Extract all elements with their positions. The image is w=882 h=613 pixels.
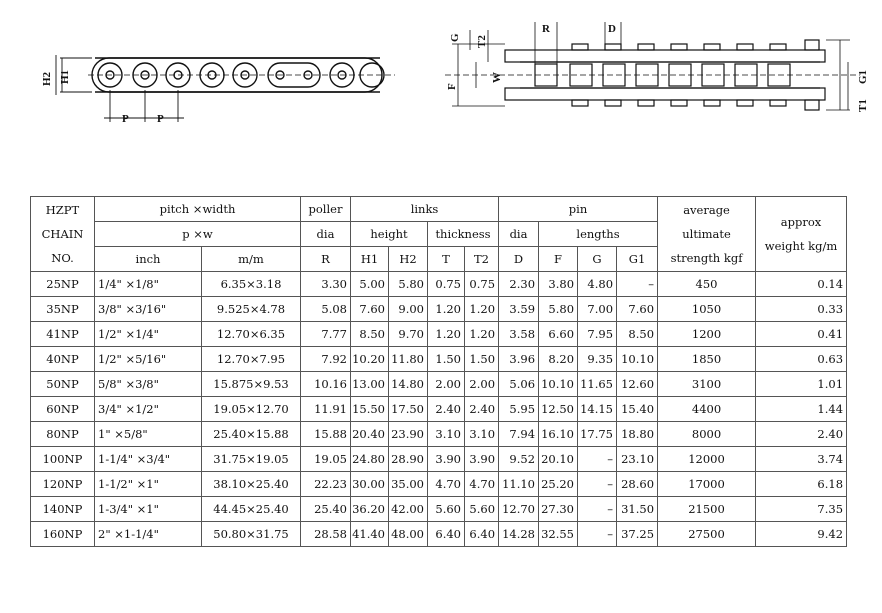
cell-h1: 5.00 bbox=[351, 272, 389, 297]
label-h2: H2 bbox=[41, 71, 53, 86]
cell-pin-g1: 8.50 bbox=[617, 322, 658, 347]
cell-strength: 27500 bbox=[658, 522, 756, 547]
cell-pin-f: 8.20 bbox=[539, 347, 578, 372]
cell-h1: 7.60 bbox=[351, 297, 389, 322]
cell-t: 6.40 bbox=[428, 522, 465, 547]
header-links: links bbox=[351, 197, 499, 222]
header-h2: H2 bbox=[389, 247, 428, 272]
cell-pin-d: 3.58 bbox=[499, 322, 539, 347]
cell-pin-g: – bbox=[578, 447, 617, 472]
cell-pin-f: 10.10 bbox=[539, 372, 578, 397]
cell-inch: 1-3/4" ×1" bbox=[95, 497, 202, 522]
cell-inch: 3/4" ×1/2" bbox=[95, 397, 202, 422]
cell-h2: 9.70 bbox=[389, 322, 428, 347]
cell-weight: 3.74 bbox=[756, 447, 847, 472]
label-g: G bbox=[449, 33, 461, 42]
cell-pin-g1: 7.60 bbox=[617, 297, 658, 322]
cell-roller-r: 28.58 bbox=[301, 522, 351, 547]
cell-pin-d: 3.59 bbox=[499, 297, 539, 322]
cell-pin-g: – bbox=[578, 497, 617, 522]
label-t1: T1 bbox=[857, 99, 869, 112]
table-row bbox=[31, 472, 847, 497]
cell-strength: 1850 bbox=[658, 347, 756, 372]
cell-roller-r: 19.05 bbox=[301, 447, 351, 472]
header-pitch-width: pitch ×width bbox=[95, 197, 301, 222]
cell-t2: 3.10 bbox=[465, 422, 499, 447]
header-poller: poller bbox=[301, 197, 351, 222]
cell-weight: 0.41 bbox=[756, 322, 847, 347]
cell-inch: 1/4" ×1/8" bbox=[95, 272, 202, 297]
header-thickness: thickness bbox=[428, 222, 499, 247]
cell-pin-g: 4.80 bbox=[578, 272, 617, 297]
label-p-1: P bbox=[122, 113, 129, 125]
cell-inch: 1/2" ×5/16" bbox=[95, 347, 202, 372]
header-roller-dia: dia bbox=[301, 222, 351, 247]
table-row bbox=[31, 497, 847, 522]
cell-mm: 12.70×7.95 bbox=[202, 347, 301, 372]
cell-t: 2.40 bbox=[428, 397, 465, 422]
cell-mm: 31.75×19.05 bbox=[202, 447, 301, 472]
header-inch: inch bbox=[95, 247, 202, 272]
chain-drawings bbox=[0, 0, 882, 190]
cell-t: 3.90 bbox=[428, 447, 465, 472]
cell-pin-g1: 31.50 bbox=[617, 497, 658, 522]
cell-inch: 3/8" ×3/16" bbox=[95, 297, 202, 322]
cell-pin-f: 12.50 bbox=[539, 397, 578, 422]
header-g1: G1 bbox=[617, 247, 658, 272]
header-approx-weight: approx weight kg/m bbox=[756, 197, 847, 272]
cell-roller-r: 7.92 bbox=[301, 347, 351, 372]
cell-pin-d: 3.96 bbox=[499, 347, 539, 372]
cell-pin-g: – bbox=[578, 522, 617, 547]
chain-spec-table bbox=[30, 196, 847, 547]
cell-h1: 13.00 bbox=[351, 372, 389, 397]
header-height: height bbox=[351, 222, 428, 247]
cell-t: 3.10 bbox=[428, 422, 465, 447]
cell-weight: 0.14 bbox=[756, 272, 847, 297]
cell-chain-no: 160NP bbox=[31, 522, 95, 547]
spec-table-body bbox=[31, 272, 847, 547]
cell-pin-d: 7.94 bbox=[499, 422, 539, 447]
cell-roller-r: 7.77 bbox=[301, 322, 351, 347]
header-r: R bbox=[301, 247, 351, 272]
cell-t: 1.50 bbox=[428, 347, 465, 372]
cell-weight: 1.01 bbox=[756, 372, 847, 397]
cell-h1: 15.50 bbox=[351, 397, 389, 422]
cell-pin-g: – bbox=[578, 472, 617, 497]
cell-weight: 0.33 bbox=[756, 297, 847, 322]
cell-mm: 50.80×31.75 bbox=[202, 522, 301, 547]
cell-chain-no: 50NP bbox=[31, 372, 95, 397]
cell-t: 5.60 bbox=[428, 497, 465, 522]
cell-inch: 1" ×5/8" bbox=[95, 422, 202, 447]
cell-chain-no: 140NP bbox=[31, 497, 95, 522]
cell-inch: 2" ×1-1/4" bbox=[95, 522, 202, 547]
chain-top-view-diagram bbox=[0, 0, 882, 190]
cell-pin-d: 14.28 bbox=[499, 522, 539, 547]
cell-mm: 12.70×6.35 bbox=[202, 322, 301, 347]
cell-chain-no: 35NP bbox=[31, 297, 95, 322]
cell-mm: 9.525×4.78 bbox=[202, 297, 301, 322]
header-chain-no: HZPT CHAIN NO. bbox=[31, 197, 95, 272]
cell-pin-f: 27.30 bbox=[539, 497, 578, 522]
cell-inch: 1/2" ×1/4" bbox=[95, 322, 202, 347]
header-h1: H1 bbox=[351, 247, 389, 272]
label-r: R bbox=[542, 23, 550, 35]
table-row bbox=[31, 447, 847, 472]
cell-h1: 30.00 bbox=[351, 472, 389, 497]
label-t2: T2 bbox=[476, 35, 488, 48]
cell-h1: 41.40 bbox=[351, 522, 389, 547]
cell-pin-g1: 15.40 bbox=[617, 397, 658, 422]
label-h1: H1 bbox=[59, 69, 71, 84]
cell-pin-d: 2.30 bbox=[499, 272, 539, 297]
cell-pin-f: 3.80 bbox=[539, 272, 578, 297]
cell-roller-r: 15.88 bbox=[301, 422, 351, 447]
header-t: T bbox=[428, 247, 465, 272]
cell-pin-g1: – bbox=[617, 272, 658, 297]
cell-t: 1.20 bbox=[428, 297, 465, 322]
table-row bbox=[31, 522, 847, 547]
cell-h2: 9.00 bbox=[389, 297, 428, 322]
cell-mm: 25.40×15.88 bbox=[202, 422, 301, 447]
cell-mm: 6.35×3.18 bbox=[202, 272, 301, 297]
cell-h1: 36.20 bbox=[351, 497, 389, 522]
cell-t: 1.20 bbox=[428, 322, 465, 347]
cell-pin-g1: 18.80 bbox=[617, 422, 658, 447]
cell-chain-no: 25NP bbox=[31, 272, 95, 297]
cell-weight: 0.63 bbox=[756, 347, 847, 372]
header-d: D bbox=[499, 247, 539, 272]
cell-weight: 2.40 bbox=[756, 422, 847, 447]
header-g: G bbox=[578, 247, 617, 272]
cell-pin-g: 17.75 bbox=[578, 422, 617, 447]
table-row bbox=[31, 422, 847, 447]
cell-chain-no: 80NP bbox=[31, 422, 95, 447]
cell-pin-g: 9.35 bbox=[578, 347, 617, 372]
cell-h1: 20.40 bbox=[351, 422, 389, 447]
cell-strength: 8000 bbox=[658, 422, 756, 447]
cell-pin-f: 5.80 bbox=[539, 297, 578, 322]
cell-weight: 1.44 bbox=[756, 397, 847, 422]
cell-chain-no: 40NP bbox=[31, 347, 95, 372]
cell-h2: 28.90 bbox=[389, 447, 428, 472]
label-d: D bbox=[608, 23, 616, 35]
cell-t2: 2.00 bbox=[465, 372, 499, 397]
cell-mm: 38.10×25.40 bbox=[202, 472, 301, 497]
cell-pin-g1: 37.25 bbox=[617, 522, 658, 547]
cell-h1: 10.20 bbox=[351, 347, 389, 372]
header-f: F bbox=[539, 247, 578, 272]
cell-h2: 42.00 bbox=[389, 497, 428, 522]
cell-t2: 1.20 bbox=[465, 297, 499, 322]
cell-pin-f: 20.10 bbox=[539, 447, 578, 472]
cell-mm: 15.875×9.53 bbox=[202, 372, 301, 397]
label-w: W bbox=[491, 72, 503, 83]
cell-pin-f: 25.20 bbox=[539, 472, 578, 497]
cell-chain-no: 120NP bbox=[31, 472, 95, 497]
cell-pin-g: 7.00 bbox=[578, 297, 617, 322]
cell-h2: 48.00 bbox=[389, 522, 428, 547]
header-pin-dia: dia bbox=[499, 222, 539, 247]
cell-strength: 1050 bbox=[658, 297, 756, 322]
table-row bbox=[31, 347, 847, 372]
cell-h2: 14.80 bbox=[389, 372, 428, 397]
cell-t: 2.00 bbox=[428, 372, 465, 397]
cell-mm: 19.05×12.70 bbox=[202, 397, 301, 422]
cell-mm: 44.45×25.40 bbox=[202, 497, 301, 522]
cell-pin-d: 9.52 bbox=[499, 447, 539, 472]
cell-roller-r: 3.30 bbox=[301, 272, 351, 297]
cell-t2: 1.50 bbox=[465, 347, 499, 372]
header-lengths: lengths bbox=[539, 222, 658, 247]
cell-chain-no: 100NP bbox=[31, 447, 95, 472]
cell-pin-f: 32.55 bbox=[539, 522, 578, 547]
cell-pin-f: 16.10 bbox=[539, 422, 578, 447]
cell-t2: 0.75 bbox=[465, 272, 499, 297]
table-row bbox=[31, 272, 847, 297]
cell-pin-d: 12.70 bbox=[499, 497, 539, 522]
cell-chain-no: 41NP bbox=[31, 322, 95, 347]
cell-strength: 1200 bbox=[658, 322, 756, 347]
header-pin: pin bbox=[499, 197, 658, 222]
header-t2: T2 bbox=[465, 247, 499, 272]
cell-t2: 2.40 bbox=[465, 397, 499, 422]
cell-roller-r: 22.23 bbox=[301, 472, 351, 497]
cell-t2: 4.70 bbox=[465, 472, 499, 497]
cell-t: 0.75 bbox=[428, 272, 465, 297]
cell-h1: 24.80 bbox=[351, 447, 389, 472]
cell-strength: 450 bbox=[658, 272, 756, 297]
cell-strength: 4400 bbox=[658, 397, 756, 422]
cell-t2: 3.90 bbox=[465, 447, 499, 472]
cell-h2: 35.00 bbox=[389, 472, 428, 497]
cell-pin-d: 11.10 bbox=[499, 472, 539, 497]
table-row bbox=[31, 372, 847, 397]
label-f: F bbox=[446, 83, 458, 90]
table-row bbox=[31, 397, 847, 422]
cell-roller-r: 5.08 bbox=[301, 297, 351, 322]
cell-pin-g: 14.15 bbox=[578, 397, 617, 422]
cell-weight: 9.42 bbox=[756, 522, 847, 547]
cell-weight: 6.18 bbox=[756, 472, 847, 497]
cell-chain-no: 60NP bbox=[31, 397, 95, 422]
cell-h1: 8.50 bbox=[351, 322, 389, 347]
cell-inch: 1-1/4" ×3/4" bbox=[95, 447, 202, 472]
cell-strength: 3100 bbox=[658, 372, 756, 397]
cell-h2: 23.90 bbox=[389, 422, 428, 447]
cell-roller-r: 25.40 bbox=[301, 497, 351, 522]
cell-t: 4.70 bbox=[428, 472, 465, 497]
table-row bbox=[31, 322, 847, 347]
cell-inch: 1-1/2" ×1" bbox=[95, 472, 202, 497]
cell-strength: 21500 bbox=[658, 497, 756, 522]
cell-t2: 5.60 bbox=[465, 497, 499, 522]
table-row bbox=[31, 297, 847, 322]
cell-t2: 6.40 bbox=[465, 522, 499, 547]
cell-strength: 17000 bbox=[658, 472, 756, 497]
cell-pin-d: 5.06 bbox=[499, 372, 539, 397]
header-mm: m/m bbox=[202, 247, 301, 272]
cell-h2: 5.80 bbox=[389, 272, 428, 297]
cell-roller-r: 11.91 bbox=[301, 397, 351, 422]
cell-pin-g1: 12.60 bbox=[617, 372, 658, 397]
cell-pin-g1: 23.10 bbox=[617, 447, 658, 472]
cell-inch: 5/8" ×3/8" bbox=[95, 372, 202, 397]
cell-t2: 1.20 bbox=[465, 322, 499, 347]
cell-h2: 17.50 bbox=[389, 397, 428, 422]
cell-pin-g: 11.65 bbox=[578, 372, 617, 397]
header-p-w: p ×w bbox=[95, 222, 301, 247]
cell-pin-d: 5.95 bbox=[499, 397, 539, 422]
cell-weight: 7.35 bbox=[756, 497, 847, 522]
cell-pin-g1: 10.10 bbox=[617, 347, 658, 372]
cell-pin-f: 6.60 bbox=[539, 322, 578, 347]
cell-roller-r: 10.16 bbox=[301, 372, 351, 397]
cell-h2: 11.80 bbox=[389, 347, 428, 372]
label-p-2: P bbox=[157, 113, 164, 125]
cell-strength: 12000 bbox=[658, 447, 756, 472]
cell-pin-g: 7.95 bbox=[578, 322, 617, 347]
cell-pin-g1: 28.60 bbox=[617, 472, 658, 497]
label-g1: G1 bbox=[857, 69, 869, 84]
header-avg-strength: average ultimate strength kgf bbox=[658, 197, 756, 272]
